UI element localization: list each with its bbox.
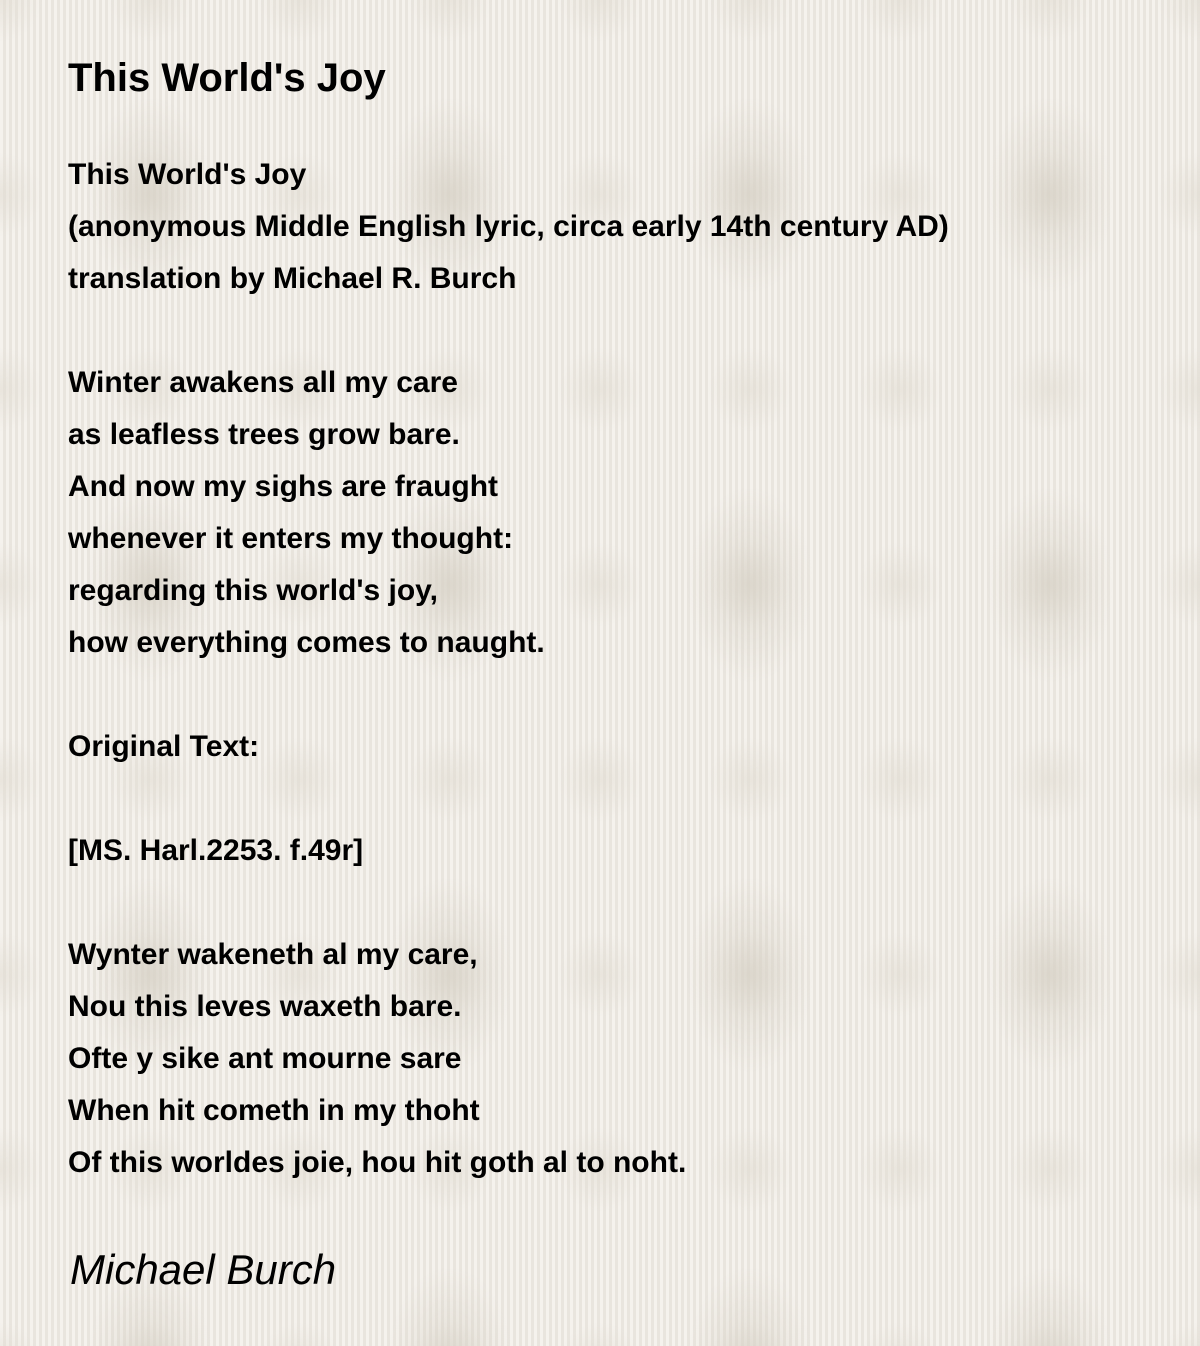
poem-line: whenever it enters my thought: xyxy=(68,522,514,555)
poem-line: Winter awakens all my care xyxy=(68,366,458,399)
author-name[interactable]: Michael Burch xyxy=(70,1246,337,1293)
poem-header xyxy=(68,149,949,305)
translation-credit: translation by Michael R. Burch xyxy=(68,262,517,295)
poem-line: as leafless trees grow bare. xyxy=(68,418,460,451)
original-line: Nou this leves waxeth bare. xyxy=(68,990,462,1023)
original-line: Ofte y sike ant mourne sare xyxy=(68,1042,462,1075)
original-heading-block xyxy=(68,721,259,773)
original-heading: Original Text: xyxy=(68,730,260,763)
poem-line: regarding this world's joy, xyxy=(68,574,438,607)
manuscript-block xyxy=(68,825,363,877)
poem-note: (anonymous Middle English lyric, circa early 14th century AD) xyxy=(68,210,949,243)
translation-stanza xyxy=(68,357,545,669)
poem-line: how everything comes to naught. xyxy=(68,626,545,659)
manuscript-reference: [MS. Harl.2253. f.49r] xyxy=(68,834,364,867)
poem-subtitle: This World's Joy xyxy=(68,158,307,191)
poem-page xyxy=(68,52,1148,1293)
original-line: Of this worldes joie, hou hit goth al to noht. xyxy=(68,1146,687,1179)
original-line: Wynter wakeneth al my care, xyxy=(68,938,478,971)
original-line: When hit cometh in my thoht xyxy=(68,1094,480,1127)
original-stanza xyxy=(68,929,686,1189)
poem-line: And now my sighs are fraught xyxy=(68,470,499,503)
poem-title: This World's Joy xyxy=(68,56,386,100)
